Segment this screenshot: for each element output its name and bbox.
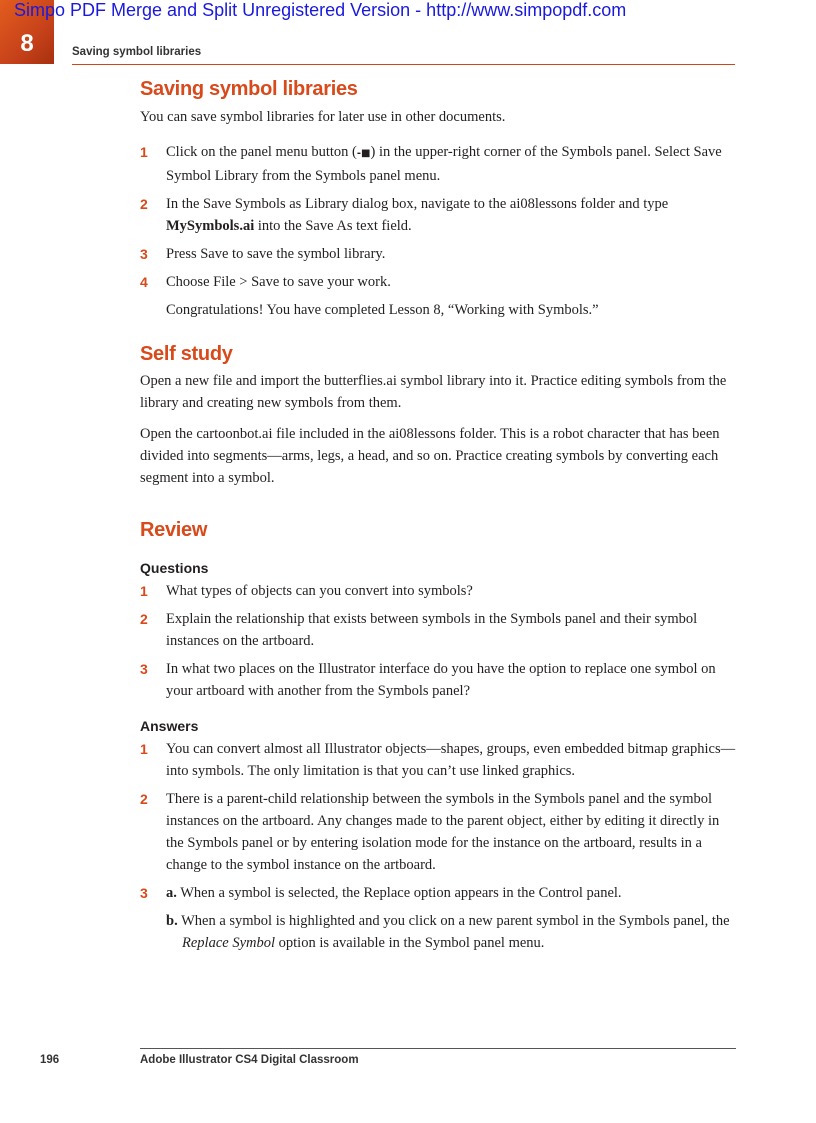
panel-menu-icon: -■ (356, 148, 371, 159)
replace-symbol-term: Replace Symbol (182, 935, 276, 951)
question-text: In what two places on the Illustrator interface do you have the option to replace one symbol on your artboard with another from the Symbols panel? (166, 661, 716, 699)
answer-text: When a symbol is highlighted and you click on a new parent symbol in the Symbols panel, the (177, 913, 730, 929)
step (140, 271, 736, 293)
self-study-para: Open a new file and import the butterflies.ai symbol library into it. Practice editing symbols from the library and creating new symbols from them. (140, 373, 727, 411)
congrats-text (140, 299, 736, 321)
answer-text: You can convert almost all Illustrator objects—shapes, groups, even embedded bitmap graphics—into symbols. The only limitation is that you can’t use linked graphics. (166, 741, 736, 779)
section-heading-review: Review (140, 519, 208, 541)
question-number: 3 (140, 661, 148, 677)
question-number: 2 (140, 611, 148, 627)
answer-text: There is a parent-child relationship between the symbols in the Symbols panel and the symbol instances on the artboard. Any changes made to the parent object, either by editing it directly in the Symbols panel or by entering isolation mode for the instance on the artboard, results in a change to the symbol instance on the artboard. (166, 791, 720, 873)
question (140, 658, 736, 702)
question (140, 580, 736, 602)
step-text: into the Save As text field. (254, 218, 412, 234)
step (140, 243, 736, 265)
header-rule (72, 64, 735, 65)
step-number: 4 (140, 274, 148, 290)
step-text: ) in the upper-right corner of the Symbols panel. Select Save Symbol Library from the Symbols panel menu. (166, 144, 722, 184)
question-text: What types of objects can you convert into symbols? (166, 583, 473, 599)
step-text: In the Save Symbols as Library dialog box, navigate to the ai08lessons folder and type (166, 196, 669, 212)
step-number: 2 (140, 196, 148, 212)
page-number: 196 (40, 1054, 60, 1066)
answer-text: When a symbol is selected, the Replace option appears in the Control panel. (176, 885, 622, 901)
answers-heading: Answers (140, 718, 199, 734)
answer-part-label: a. (166, 885, 177, 901)
section-heading-saving: Saving symbol libraries (140, 78, 358, 100)
chapter-number: 8 (20, 30, 34, 57)
page-content (140, 78, 736, 954)
answer-number: 1 (140, 741, 148, 757)
question-text: Explain the relationship that exists between symbols in the Symbols panel and their symbol instances on the artboard. (166, 611, 698, 649)
step-text: Click on the panel menu button ( (166, 144, 357, 160)
footer-rule (140, 1048, 736, 1049)
question-number: 1 (140, 583, 148, 599)
answer-part-b (140, 910, 736, 954)
section-heading-self-study: Self study (140, 343, 233, 365)
self-study-para: Open the cartoonbot.ai file included in the ai08lessons folder. This is a robot character that has been divided into segments—arms, legs, a head, and so on. Practice creating symbols by converting each segment into a symbol. (140, 426, 720, 486)
watermark-text: Simpo PDF Merge and Split Unregistered Version - http://www.simpopdf.com (14, 0, 627, 20)
answer-number: 3 (140, 885, 148, 901)
answer-part-b-text (166, 910, 736, 954)
file-name: MySymbols.ai (166, 218, 255, 234)
step-number: 1 (140, 144, 148, 160)
question (140, 608, 736, 652)
answer (140, 738, 736, 782)
answer-part-label: b. (166, 913, 178, 929)
step-text: Press Save to save the symbol library. (166, 246, 386, 262)
answer (140, 788, 736, 876)
step (140, 141, 736, 187)
step-text: Choose File > Save to save your work. (166, 274, 391, 290)
questions-heading: Questions (140, 560, 209, 576)
step (140, 193, 736, 237)
book-title: Adobe Illustrator CS4 Digital Classroom (140, 1054, 359, 1066)
answer-text: option is available in the Symbol panel menu. (275, 935, 545, 951)
saving-intro: You can save symbol libraries for later use in other documents. (140, 109, 506, 125)
running-head: Saving symbol libraries (72, 46, 202, 58)
answer-number: 2 (140, 791, 148, 807)
step-number: 3 (140, 246, 148, 262)
answer (140, 882, 736, 904)
congrats-line: Congratulations! You have completed Lesson 8, “Working with Symbols.” (166, 302, 599, 318)
